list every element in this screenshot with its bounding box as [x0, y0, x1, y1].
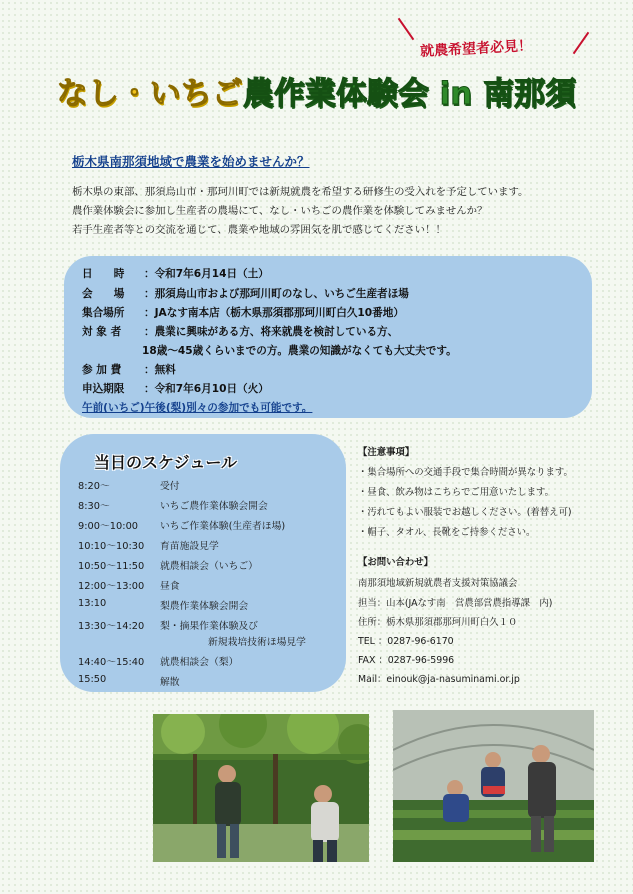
notes-heading: 【注意事項】 — [358, 447, 415, 458]
info-row-meeting-place: 集合場所 ：JAなす南本店（栃木県那須郡那珂川町白久10番地） — [82, 307, 404, 319]
info-row-date: 日 時 ：令和7年6月14日（土） — [82, 268, 269, 280]
schedule-time: 9:00～10:00 — [78, 521, 139, 532]
contact-mail[interactable]: Mail：einouk@ja-nasuminami.or.jp — [358, 674, 520, 685]
info-key: 対 象 者 — [82, 326, 122, 338]
schedule-activity: 新規栽培技術ほ場見学 — [208, 637, 306, 648]
schedule-time: 8:30～ — [78, 501, 110, 512]
contact-address: 住所：栃木県那須郡那珂川町白久１０ — [358, 617, 518, 628]
schedule-activity: 解散 — [160, 677, 180, 688]
schedule-activity: 梨農作業体験会開会 — [160, 601, 249, 612]
intro-heading: 栃木県南那須地域で農業を始めませんか？ — [72, 154, 310, 169]
info-row-deadline: 申込期限 ：令和7年6月10日（火） — [82, 383, 269, 395]
schedule-time: 14:40～15:40 — [78, 657, 145, 668]
schedule-activity: 受付 — [160, 481, 180, 492]
schedule-activity: 育苗施設見学 — [160, 541, 219, 552]
schedule-activity: いちご作業体験(生産者ほ場) — [160, 521, 286, 532]
contact-heading: 【お問い合わせ】 — [358, 557, 434, 568]
info-value: 農業に興味がある方、将来就農を検討している方、 — [154, 326, 399, 338]
catchphrase-slash-right — [573, 32, 590, 54]
info-row-venue: 会 場 ：那須烏山市および那珂川町のなし、いちご生産者ほ場 — [82, 288, 409, 300]
schedule-activity: いちご農作業体験会開会 — [160, 501, 268, 512]
intro-line: 若手生産者等との交流を通じて、農業や地域の雰囲気を肌で感じてください！！ — [72, 224, 446, 236]
schedule-activity: 梨・摘果作業体験及び — [160, 621, 258, 632]
schedule-activity: 昼食 — [160, 581, 180, 592]
title-part-location: in 南那須 — [428, 76, 577, 112]
title-part-event: 農作業体験会 — [242, 76, 429, 112]
info-value: 令和7年6月14日（土） — [154, 268, 269, 280]
schedule-title: 当日のスケジュール — [94, 453, 238, 472]
pear-orchard-illustration — [153, 714, 369, 862]
info-value: 18歳～45歳くらいまでの方。農業の知識がなくても大丈夫です。 — [142, 345, 457, 357]
contact-person: 担当：山本(JAなす南 営農部営農指導課 内) — [358, 598, 553, 609]
pear-orchard-photo — [153, 714, 369, 862]
info-key: 申込期限 — [82, 383, 125, 395]
catchphrase-slash-left — [398, 18, 415, 40]
info-value: JAなす南本店（栃木県那須郡那珂川町白久10番地） — [154, 307, 404, 319]
info-value: 那須烏山市および那珂川町のなし、いちご生産者ほ場 — [154, 288, 409, 300]
schedule-activity: 就農相談会（いちご） — [160, 561, 258, 572]
info-value: 令和7年6月10日（火） — [154, 383, 269, 395]
intro-line: 栃木県の東部、那須烏山市・那珂川町では新規就農を希望する研修生の受入れを予定しています。 — [72, 186, 529, 198]
info-key: 日 時 — [82, 268, 125, 280]
info-row-fee: 参 加 費 ：無料 — [82, 364, 176, 376]
note-item: ・昼食、飲み物はこちらでご用意いたします。 — [358, 487, 555, 498]
info-key: 参 加 費 — [82, 364, 122, 376]
schedule-time: 12:00～13:00 — [78, 581, 145, 592]
info-row-target-cont — [142, 343, 457, 358]
info-row-target: 対 象 者 ：農業に興味がある方、将来就農を検討している方、 — [82, 326, 399, 338]
strawberry-greenhouse-photo — [393, 710, 594, 862]
schedule-time: 13:10 — [78, 598, 107, 609]
info-note-text: 午前(いちご)午後(梨)別々の参加でも可能です。 — [82, 402, 313, 414]
info-value: 無料 — [154, 364, 176, 376]
note-item: ・汚れてもよい服装でお越しください。(着替え可) — [358, 507, 572, 518]
info-key: 会 場 — [82, 288, 125, 300]
contact-fax: FAX ：0287-96-5996 — [358, 655, 455, 666]
schedule-time: 10:50～11:50 — [78, 561, 145, 572]
greenhouse-illustration — [393, 710, 594, 862]
schedule-time: 8:20～ — [78, 481, 110, 492]
schedule-time: 10:10～10:30 — [78, 541, 145, 552]
schedule-activity: 就農相談会（梨） — [160, 657, 239, 668]
schedule-time: 15:50 — [78, 674, 107, 685]
note-item: ・集合場所への交通手段で集合時間が異なります。 — [358, 467, 573, 478]
info-key: 集合場所 — [82, 307, 125, 319]
schedule-time: 13:30～14:20 — [78, 621, 145, 632]
contact-org: 南那須地域新規就農者支援対策協議会 — [358, 578, 518, 589]
info-note — [82, 400, 312, 415]
title-part-crops: なし・いちご — [56, 76, 243, 112]
page-title — [0, 68, 633, 113]
catchphrase: 就農希望者必見！ — [419, 38, 533, 60]
contact-tel: TEL ：0287-96-6170 — [358, 636, 454, 647]
note-item: ・帽子、タオル、長靴をご持参ください。 — [358, 527, 536, 538]
intro-line: 農作業体験会に参加し生産者の農場にて、なし・いちごの農作業を体験してみませんか？ — [72, 205, 488, 217]
